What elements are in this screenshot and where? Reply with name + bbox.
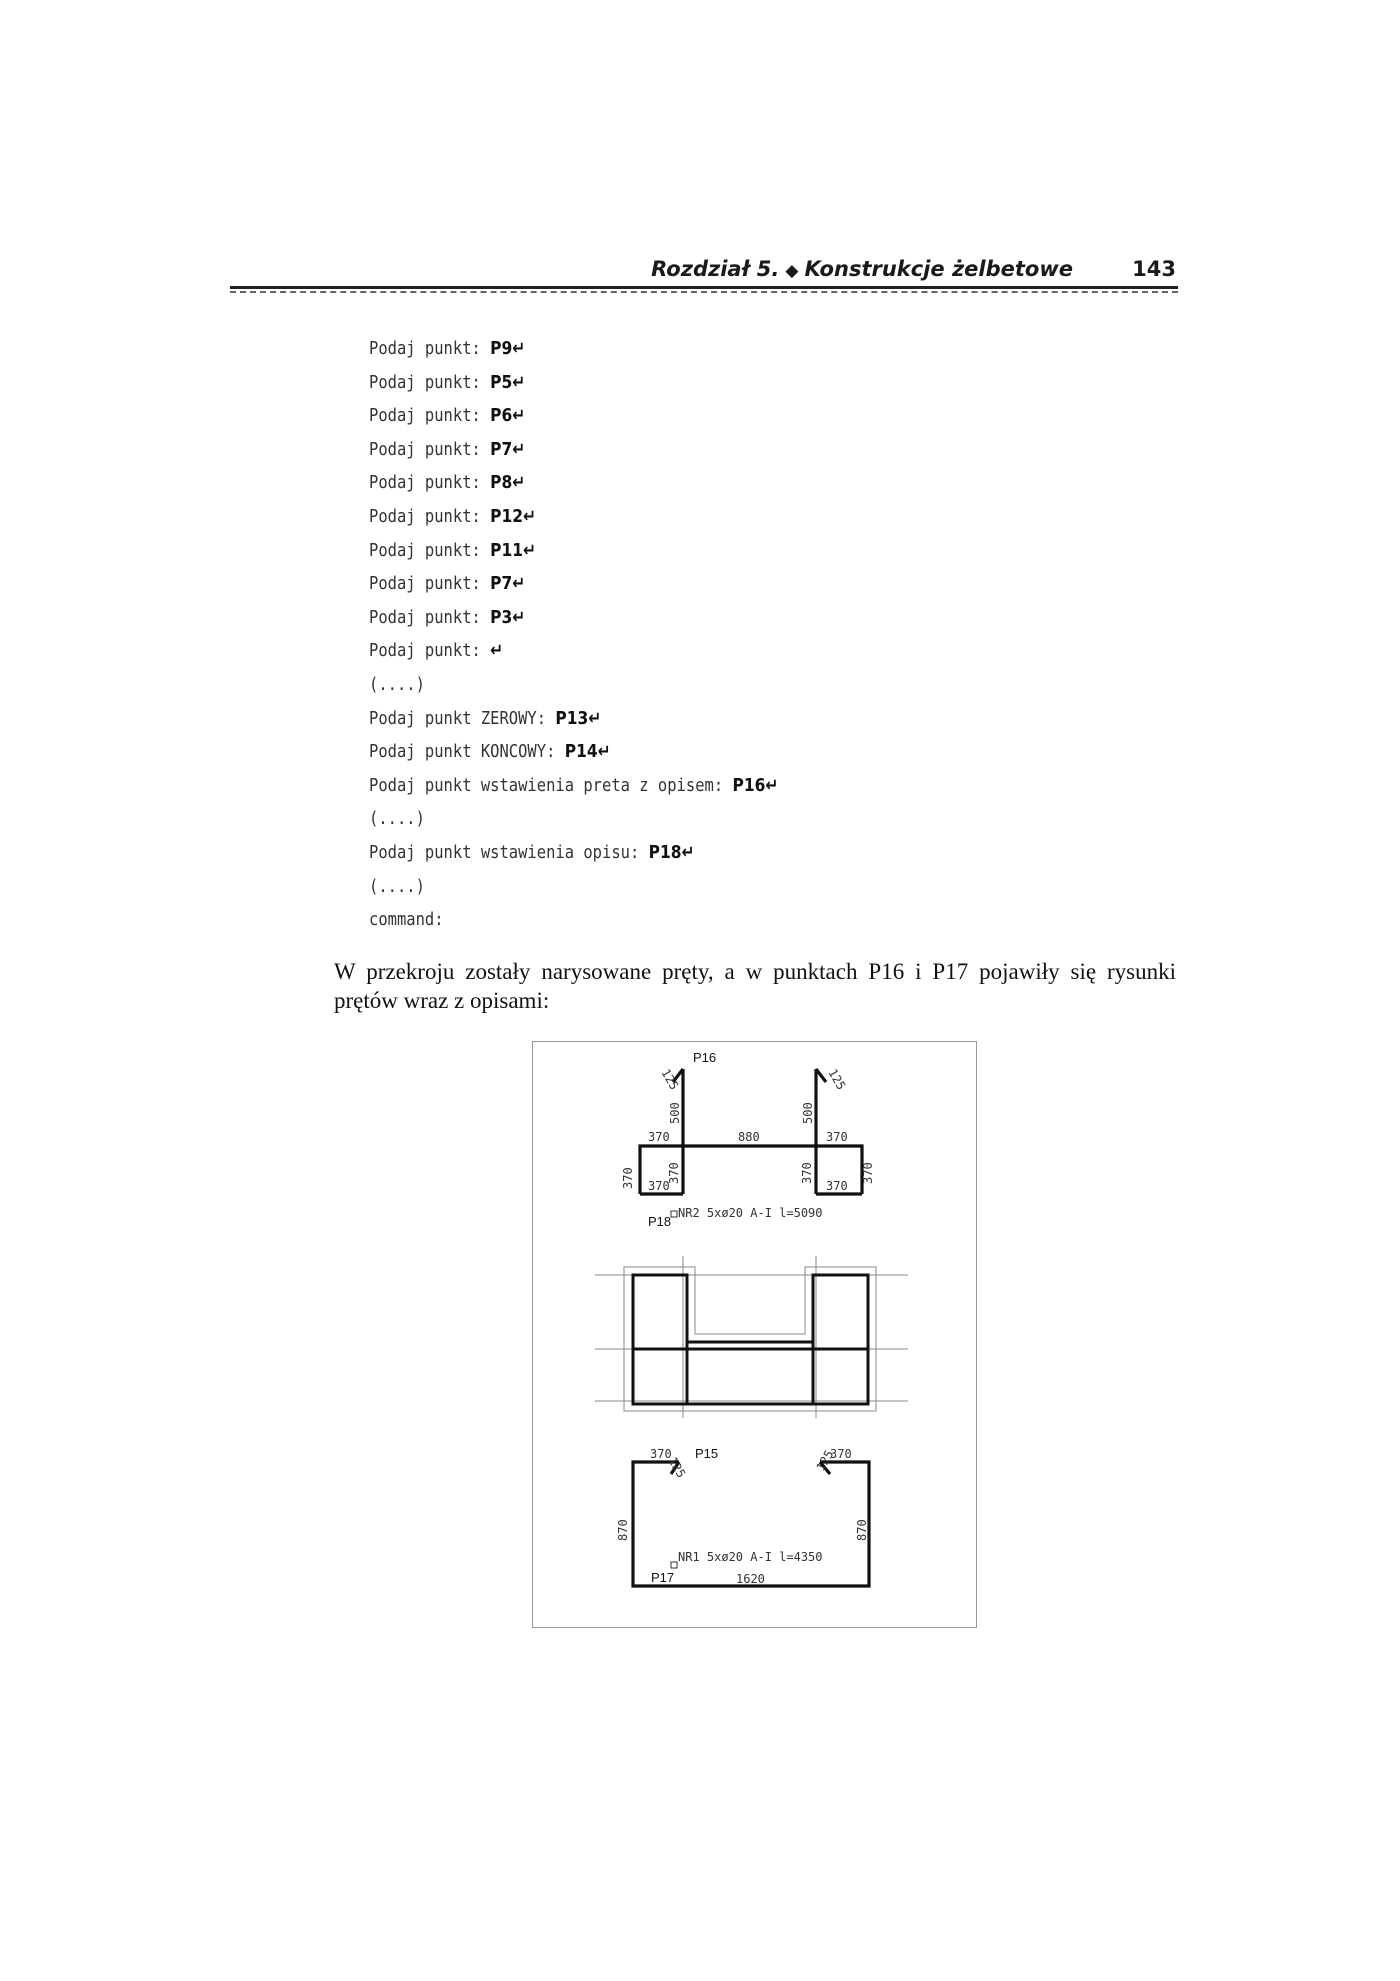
command-prompt: Podaj punkt wstawienia opisu:: [369, 841, 649, 863]
command-prompt: (....): [369, 875, 425, 897]
command-value: P6: [490, 405, 513, 427]
command-line: [369, 466, 778, 500]
enter-key-icon: ↵: [512, 472, 526, 494]
command-value: P3: [490, 606, 513, 628]
dim-top-left: 370: [648, 1130, 670, 1144]
command-prompt: Podaj punkt wstawienia preta z opisem:: [369, 774, 733, 796]
command-line: [369, 668, 778, 702]
command-line: [369, 836, 778, 870]
dim-inner-right: 370: [800, 1162, 814, 1184]
diamond-icon: ◆: [785, 261, 799, 281]
command-line: [369, 735, 778, 769]
paragraph-line-2: prętów wraz z opisami:: [334, 988, 550, 1013]
enter-key-icon: ↵: [512, 438, 526, 460]
command-prompt: Podaj punkt:: [369, 371, 491, 393]
dim-bottom-left: 370: [648, 1179, 670, 1193]
body-paragraph: [334, 957, 1176, 1015]
rebar-drawing: [532, 1041, 977, 1628]
command-value: P11: [490, 539, 524, 561]
stirrup-outer: [633, 1275, 868, 1404]
command-prompt: Podaj punkt:: [369, 405, 491, 427]
dim-vertical-left: 500: [668, 1102, 682, 1124]
dim-vertical-right: 500: [801, 1102, 815, 1124]
insertion-marker-p18: [671, 1211, 677, 1217]
paragraph-line-1: W przekroju zostały narysowane pręty, a w punktach P16 i P17 pojawiły się rysunki: [334, 959, 1176, 984]
point-label-p17: P17: [651, 1570, 675, 1585]
dim-nr1-top-left: 370: [650, 1447, 672, 1461]
dim-hook-right: 125: [825, 1066, 849, 1093]
command-value: P13: [555, 707, 589, 729]
command-prompt: Podaj punkt:: [369, 606, 491, 628]
command-line: [369, 433, 778, 467]
enter-key-icon: ↵: [512, 338, 526, 359]
enter-key-icon: ↵: [765, 774, 779, 796]
dim-nr1-top-right: 370: [830, 1447, 852, 1461]
command-value: P5: [490, 371, 513, 393]
command-prompt: (....): [369, 808, 425, 830]
dim-bottom-right: 370: [826, 1179, 848, 1193]
command-line: [369, 399, 778, 433]
command-line: [369, 567, 778, 601]
command-line: [369, 634, 778, 668]
command-prompt: Podaj punkt:: [369, 505, 491, 527]
command-line: [369, 366, 778, 400]
command-line: [369, 870, 778, 904]
dim-hook-left: 125: [658, 1066, 682, 1093]
command-prompt: Podaj punkt:: [369, 472, 491, 494]
dim-side-left: 370: [621, 1167, 635, 1189]
enter-key-icon: ↵: [597, 741, 611, 763]
command-line: [369, 802, 778, 836]
command-line: [369, 500, 778, 534]
command-prompt: Podaj punkt ZEROWY:: [369, 707, 556, 729]
command-line: [369, 332, 778, 366]
command-line: [369, 769, 778, 803]
command-line: [369, 702, 778, 736]
dim-nr1-side-right: 870: [855, 1519, 869, 1541]
section-outline: [624, 1267, 876, 1411]
command-value: P8: [490, 472, 513, 494]
chapter-heading: Rozdział 5. ◆ Konstrukcje żelbetowe: [651, 257, 1073, 281]
cross-section: [595, 1256, 908, 1418]
command-line: [369, 601, 778, 635]
dim-nr1-hook-right: 125: [813, 1447, 837, 1474]
command-prompt: Podaj punkt:: [369, 338, 491, 359]
enter-key-icon: ↵: [588, 707, 602, 729]
dim-top-right: 370: [826, 1130, 848, 1144]
enter-key-icon: ↵: [523, 505, 537, 527]
command-value: P12: [490, 505, 524, 527]
dim-inner-left: 370: [667, 1162, 681, 1184]
command-prompt: Podaj punkt:: [369, 640, 491, 662]
point-label-p18: P18: [648, 1214, 672, 1229]
header-rule-dashed: [230, 291, 1178, 293]
command-listing: [369, 332, 778, 937]
command-prompt: Podaj punkt:: [369, 573, 491, 595]
dim-side-right: 370: [861, 1162, 875, 1184]
rebar-drawing-svg: [533, 1042, 976, 1627]
enter-key-icon: ↵: [490, 640, 504, 662]
command-value: P16: [732, 774, 766, 796]
enter-key-icon: ↵: [512, 371, 526, 393]
dim-top-middle: 880: [738, 1130, 760, 1144]
point-label-p15: P15: [695, 1446, 719, 1461]
enter-key-icon: ↵: [512, 573, 526, 595]
command-prompt: Podaj punkt:: [369, 438, 491, 460]
bar-nr1-description: NR1 5xø20 A-I l=4350: [678, 1550, 823, 1564]
enter-key-icon: ↵: [523, 539, 537, 561]
command-line: [369, 903, 778, 937]
insertion-marker-p17: [671, 1562, 677, 1568]
command-prompt: command:: [369, 909, 444, 931]
command-prompt: (....): [369, 673, 425, 695]
command-value: P18: [648, 841, 682, 863]
bar-nr2-description: NR2 5xø20 A-I l=5090: [678, 1206, 823, 1220]
enter-key-icon: ↵: [512, 606, 526, 628]
page-number: 143: [1132, 257, 1176, 281]
bar-nr1-shape: [633, 1462, 869, 1586]
command-value: P7: [490, 573, 513, 595]
header-rule: [230, 286, 1178, 289]
command-value: P9: [490, 338, 513, 359]
dim-nr1-side-left: 870: [616, 1519, 630, 1541]
dim-nr1-bottom: 1620: [736, 1572, 765, 1586]
running-header: [230, 250, 1178, 286]
command-prompt: Podaj punkt KONCOWY:: [369, 741, 565, 763]
command-value: P7: [490, 438, 513, 460]
command-prompt: Podaj punkt:: [369, 539, 491, 561]
point-label-p16: P16: [693, 1050, 717, 1065]
enter-key-icon: ↵: [681, 841, 695, 863]
bar-nr1: [633, 1462, 869, 1586]
command-value: P14: [564, 741, 598, 763]
command-line: [369, 534, 778, 568]
dim-nr1-hook-left: 125: [665, 1454, 689, 1481]
enter-key-icon: ↵: [512, 405, 526, 427]
